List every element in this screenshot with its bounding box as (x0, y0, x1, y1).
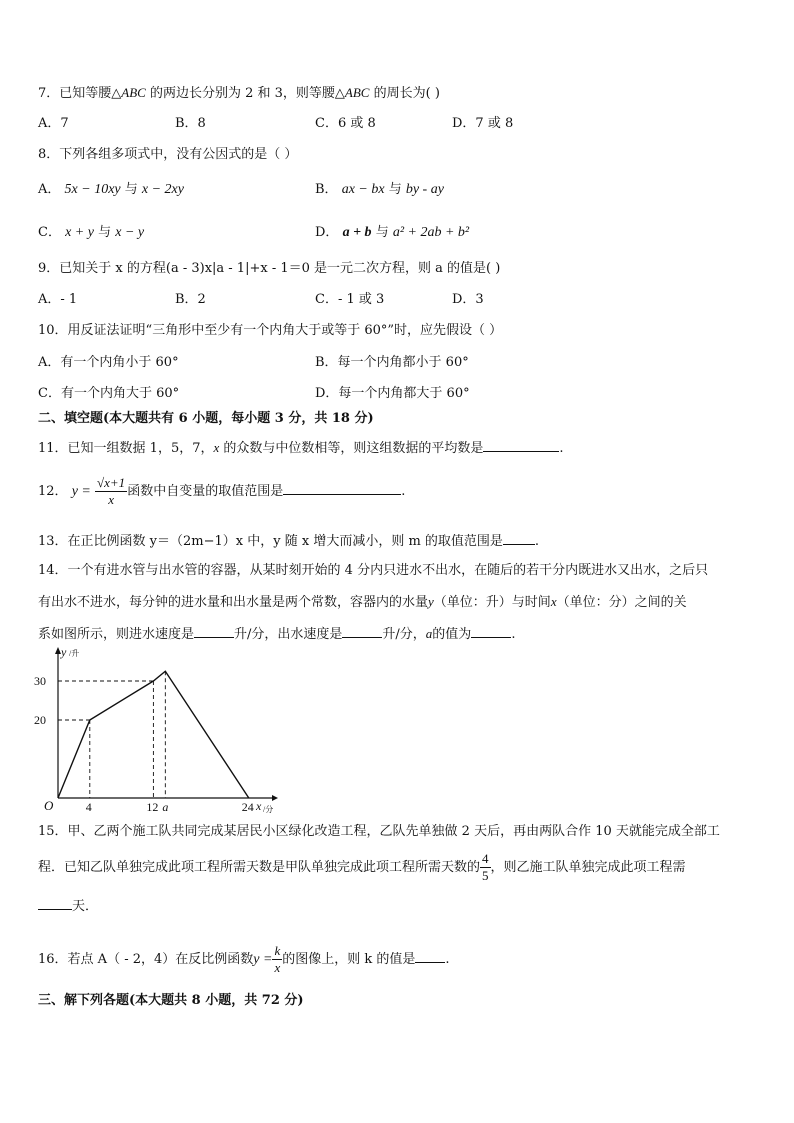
q16-text: 16．若点 A（ - 2，4）在反比例函数 (38, 952, 254, 967)
q14-text: 系如图所示，则进水速度是 (38, 627, 195, 642)
q15-line2 (38, 850, 686, 886)
option-label: D． (315, 225, 339, 240)
answer-blank[interactable] (483, 438, 559, 452)
q11-stem (38, 438, 564, 458)
q14-text: （单位：升）与时间 (433, 595, 551, 610)
q9-option-b: B．2 (175, 292, 206, 307)
q10-option-d: D．每一个内角都大于 60° (315, 386, 470, 401)
x-tick-label: 24 (241, 800, 254, 814)
x-tick-label: a (162, 800, 169, 814)
expression: by - ay (405, 182, 444, 197)
y-axis-unit: /升 (69, 649, 80, 658)
q14-text: 有出水不进水，每分钟的进水量和出水量是两个常数，容器内的水量 (38, 595, 429, 610)
q8-option-d (315, 224, 469, 242)
q8-option-c (38, 224, 144, 242)
fraction-denominator: 5 (482, 868, 489, 883)
q14-line1: 14．一个有进水管与出水管的容器，从某时刻开始的 4 分内只进水不出水，在随后的若干分内既进水又出水，之后只 (38, 563, 709, 578)
q8-option-a (38, 181, 184, 199)
answer-blank[interactable] (415, 949, 445, 963)
q12-stem-part: 函数中自变量的取值范围是 (127, 484, 284, 499)
x-axis-label: x (256, 799, 262, 813)
section-3-heading: 三、解下列各题(本大题共 8 小题，共 72 分) (38, 993, 304, 1008)
q11-stem-part: 11．已知一组数据 1，5，7， (38, 441, 214, 456)
fraction-numerator: k (274, 943, 281, 958)
q12-y-eq: y = (71, 484, 91, 499)
expression: a² + 2ab + b² (392, 225, 470, 240)
y-tick-label: 30 (34, 674, 46, 688)
option-label: B． (315, 182, 338, 197)
connector: 与 (93, 225, 116, 240)
answer-blank[interactable] (471, 624, 511, 638)
q9-option-c: C．- 1 或 3 (315, 292, 385, 307)
answer-blank[interactable] (38, 896, 72, 910)
q13-end: . (534, 534, 540, 549)
q14-line2 (38, 593, 687, 612)
q15-line3 (38, 896, 98, 916)
q12-fraction (95, 475, 127, 508)
fraction-denominator: x (274, 960, 281, 975)
q14-line3 (38, 624, 515, 644)
q15-text: ，则乙施工队单独完成此项工程需 (490, 860, 686, 875)
q7-option-b: B．8 (175, 116, 206, 131)
q10-option-b: B．每一个内角都小于 60° (315, 355, 469, 370)
q12-label: 12． (38, 484, 68, 499)
q11-stem-part: 的众数与中位数相等，则这组数据的平均数是 (219, 441, 484, 456)
y-tick-label: 20 (34, 713, 46, 727)
fraction-numerator: 4 (482, 851, 489, 866)
q7-option-a: A．7 (38, 116, 69, 131)
q7-abc: ABC (344, 85, 370, 100)
q15-text: 程．已知乙队单独完成此项工程所需天数是甲队单独完成此项工程所需天数的 (38, 860, 481, 875)
expression: ax − bx (341, 182, 385, 197)
fraction-denominator: x (108, 492, 114, 507)
expression: x − y (115, 225, 145, 240)
q8-stem: 8．下列各组多项式中，没有公因式的是（ ） (38, 147, 298, 162)
q10-stem: 10．用反证法证明“三角形中至少有一个内角大于或等于 60°”时，应先假设（ ） (38, 323, 503, 338)
answer-blank[interactable] (342, 624, 382, 638)
q15-line1: 15．甲、乙两个施工队共同完成某居民小区绿化改造工程，乙队先单独做 2 天后，再由两队合作 10 天就能完成全部工 (38, 824, 720, 839)
x-axis-arrow (272, 795, 278, 801)
q12-stem (38, 474, 405, 510)
q7-stem-part: 7．已知等腰△ (38, 86, 122, 101)
q14-var: y (428, 594, 434, 609)
q11-end: . (559, 441, 564, 456)
answer-blank[interactable] (194, 624, 234, 638)
q13-stem (38, 531, 539, 551)
option-label: A． (38, 182, 61, 197)
q7-option-d: D．7 或 8 (452, 116, 514, 131)
expression: a + b (342, 225, 372, 240)
answer-blank[interactable] (503, 531, 535, 545)
q16-end: . (445, 952, 450, 967)
q7-stem (38, 84, 440, 103)
q16-text: 的图像上，则 k 的值是 (282, 952, 416, 967)
q16-stem (38, 942, 450, 978)
q15-fraction (480, 851, 491, 884)
connector: 与 (384, 182, 406, 197)
water-volume-chart (30, 644, 280, 818)
q16-fraction (272, 943, 282, 976)
q7-stem-part: 的两边长分别为 2 和 3，则等腰△ (145, 86, 345, 101)
origin-label: O (44, 798, 54, 813)
q14-var: a (425, 626, 433, 641)
y-axis-label: y (61, 645, 67, 659)
q11-var: x (213, 440, 220, 455)
answer-blank[interactable] (283, 481, 401, 495)
q12-end: . (401, 484, 406, 499)
q15-text: 天． (72, 899, 99, 914)
q14-text: 的值为 (432, 627, 472, 642)
x-axis-unit: /分 (263, 805, 274, 814)
q9-option-a: A．- 1 (38, 292, 78, 307)
q7-abc: ABC (121, 85, 146, 100)
q8-option-b (315, 181, 444, 199)
q14-end: . (511, 627, 516, 642)
connector: 与 (120, 182, 142, 197)
q14-var: x (550, 594, 557, 609)
x-tick-label: 4 (85, 800, 92, 814)
q14-text: （单位：分）之间的关 (556, 595, 687, 610)
q14-text: 升/分，出水速度是 (234, 627, 343, 642)
x-tick-label: 12 (146, 800, 159, 814)
q9-stem: 9．已知关于 x 的方程(a - 3)x|a - 1|+x - 1＝0 是一元二次方程，则 a 的值是( ) (38, 261, 501, 276)
fraction-numerator: √x+1 (97, 475, 126, 490)
expression: 5x − 10xy (64, 182, 121, 197)
section-2-heading: 二、填空题(本大题共有 6 小题，每小题 3 分，共 18 分) (38, 411, 374, 426)
expression: x − 2xy (141, 182, 184, 197)
expression: x + y (65, 225, 94, 240)
q7-stem-part: 的周长为( ) (369, 86, 440, 101)
connector: 与 (371, 225, 393, 240)
q10-option-a: A．有一个内角小于 60° (38, 355, 179, 370)
q7-option-c: C．6 或 8 (315, 116, 376, 131)
option-label: C． (38, 225, 61, 240)
q13-stem-part: 13．在正比例函数 y＝（2m−1）x 中，y 随 x 增大而减小，则 m 的取值范围是 (38, 534, 503, 549)
q9-option-d: D．3 (452, 292, 484, 307)
q14-text: 升/分， (382, 627, 426, 642)
q16-y-eq: y = (253, 952, 273, 967)
q10-option-c: C．有一个内角大于 60° (38, 386, 180, 401)
